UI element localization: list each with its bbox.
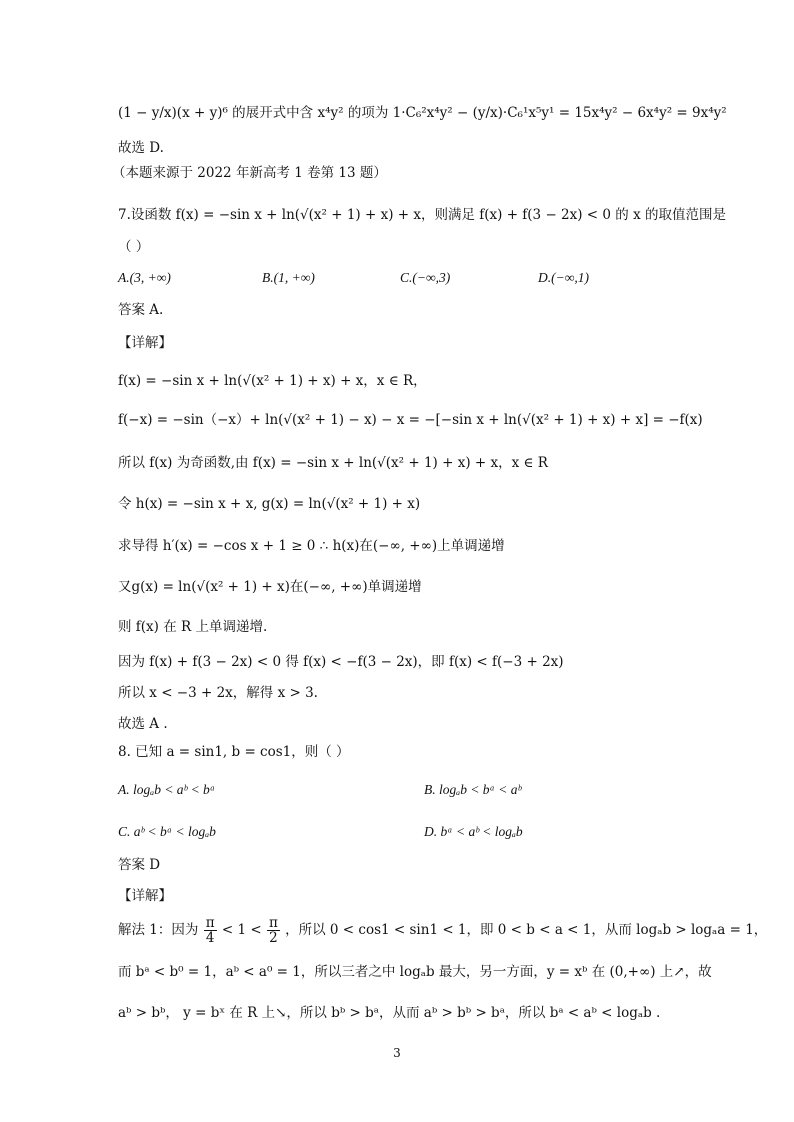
q8-option-c: C. aᵇ < bᵃ < logₐb xyxy=(118,824,216,839)
question-7-paren: （ ） xyxy=(118,239,150,255)
q7-answer: 答案 A. xyxy=(118,302,164,318)
derivation-2: f(−x) = −sin（−x）+ ln(√(x² + 1) − x) − x = −[−sin x + ln(√(x² + 1) + x) + x] = −f(x) xyxy=(118,412,703,428)
detail-heading-2: 【详解】 xyxy=(118,888,172,904)
q7-option-b: B.(1, +∞) xyxy=(262,270,315,285)
fraction-pi-over-2 xyxy=(267,916,280,945)
derivation-3: 所以 f(x) 为奇函数,由 f(x) = −sin x + ln(√(x² + 1) + x) + x，x ∈ R xyxy=(118,455,548,471)
solution-suffix: ，所以 0 < cos1 < sin1 < 1，即 0 < b < a < 1，从而 logₐb > logₐa = 1， xyxy=(285,922,768,938)
detail-heading-1: 【详解】 xyxy=(118,335,172,351)
solution-line-3: aᵇ > bᵇ， y = bˣ 在 R 上↘，所以 bᵇ > bᵃ，从而 aᵇ > bᵇ > bᵃ，所以 bᵃ < aᵇ < logₐb . xyxy=(118,1005,661,1021)
expansion-line: (1 − y/x)(x + y)⁶ 的展开式中含 x⁴y² 的项为 1·C₆²x⁴y² − (y/x)·C₆¹x⁵y¹ = 15x⁴y² − 6x⁴y² = 9x⁴y² xyxy=(118,105,727,121)
solution-prefix: 解法 1：因为 xyxy=(118,922,199,938)
question-8: 8. 已知 a = sin1, b = cos1，则（ ） xyxy=(118,744,350,760)
solution-line-1 xyxy=(118,916,767,945)
q7-option-d: D.(−∞,1) xyxy=(538,270,589,285)
derivation-4: 令 h(x) = −sin x + x, g(x) = ln(√(x² + 1) + x) xyxy=(118,496,421,512)
q7-option-c: C.(−∞,3) xyxy=(400,270,451,285)
q8-answer: 答案 D xyxy=(118,857,161,873)
fraction-numerator: π xyxy=(205,915,215,931)
derivation-6: 又g(x) = ln(√(x² + 1) + x)在(−∞, +∞)单调递增 xyxy=(118,579,422,595)
fraction-denominator: 4 xyxy=(205,930,215,946)
derivation-1: f(x) = −sin x + ln(√(x² + 1) + x) + x，x ∈ R， xyxy=(118,373,427,389)
page-number: 3 xyxy=(393,1046,401,1060)
derivation-7: 则 f(x) 在 R 上单调递增. xyxy=(118,619,268,635)
question-7: 7.设函数 f(x) = −sin x + ln(√(x² + 1) + x) + x，则满足 f(x) + f(3 − 2x) < 0 的 x 的取值范围是 xyxy=(118,207,726,223)
fraction-denominator: 2 xyxy=(269,930,278,946)
fraction-pi-over-4 xyxy=(204,916,217,945)
q8-option-d: D. bᵃ < aᵇ < logₐb xyxy=(424,824,523,839)
source-note: （本题来源于 2022 年新高考 1 卷第 13 题） xyxy=(112,165,387,181)
solution-middle: < 1 < xyxy=(221,922,262,938)
derivation-10: 故选 A . xyxy=(118,716,168,732)
fraction-numerator: π xyxy=(268,915,278,931)
q8-option-b: B. logₐb < bᵃ < aᵇ xyxy=(424,782,522,797)
derivation-9: 所以 x < −3 + 2x，解得 x > 3. xyxy=(118,685,318,701)
choose-d-line: 故选 D. xyxy=(118,140,164,156)
solution-line-2: 而 bᵃ < b⁰ = 1，aᵇ < a⁰ = 1，所以三者之中 logₐb 最大，另一方面，y = xᵇ 在 (0,+∞) 上↗，故 xyxy=(118,964,712,980)
derivation-8: 因为 f(x) + f(3 − 2x) < 0 得 f(x) < −f(3 − 2x)，即 f(x) < f(−3 + 2x) xyxy=(118,654,564,670)
derivation-5: 求导得 h′(x) = −cos x + 1 ≥ 0 ∴ h(x)在(−∞, +∞)上单调递增 xyxy=(118,538,505,554)
q7-option-a: A.(3, +∞) xyxy=(118,270,171,285)
q8-option-a: A. logₐb < aᵇ < bᵃ xyxy=(118,782,216,797)
